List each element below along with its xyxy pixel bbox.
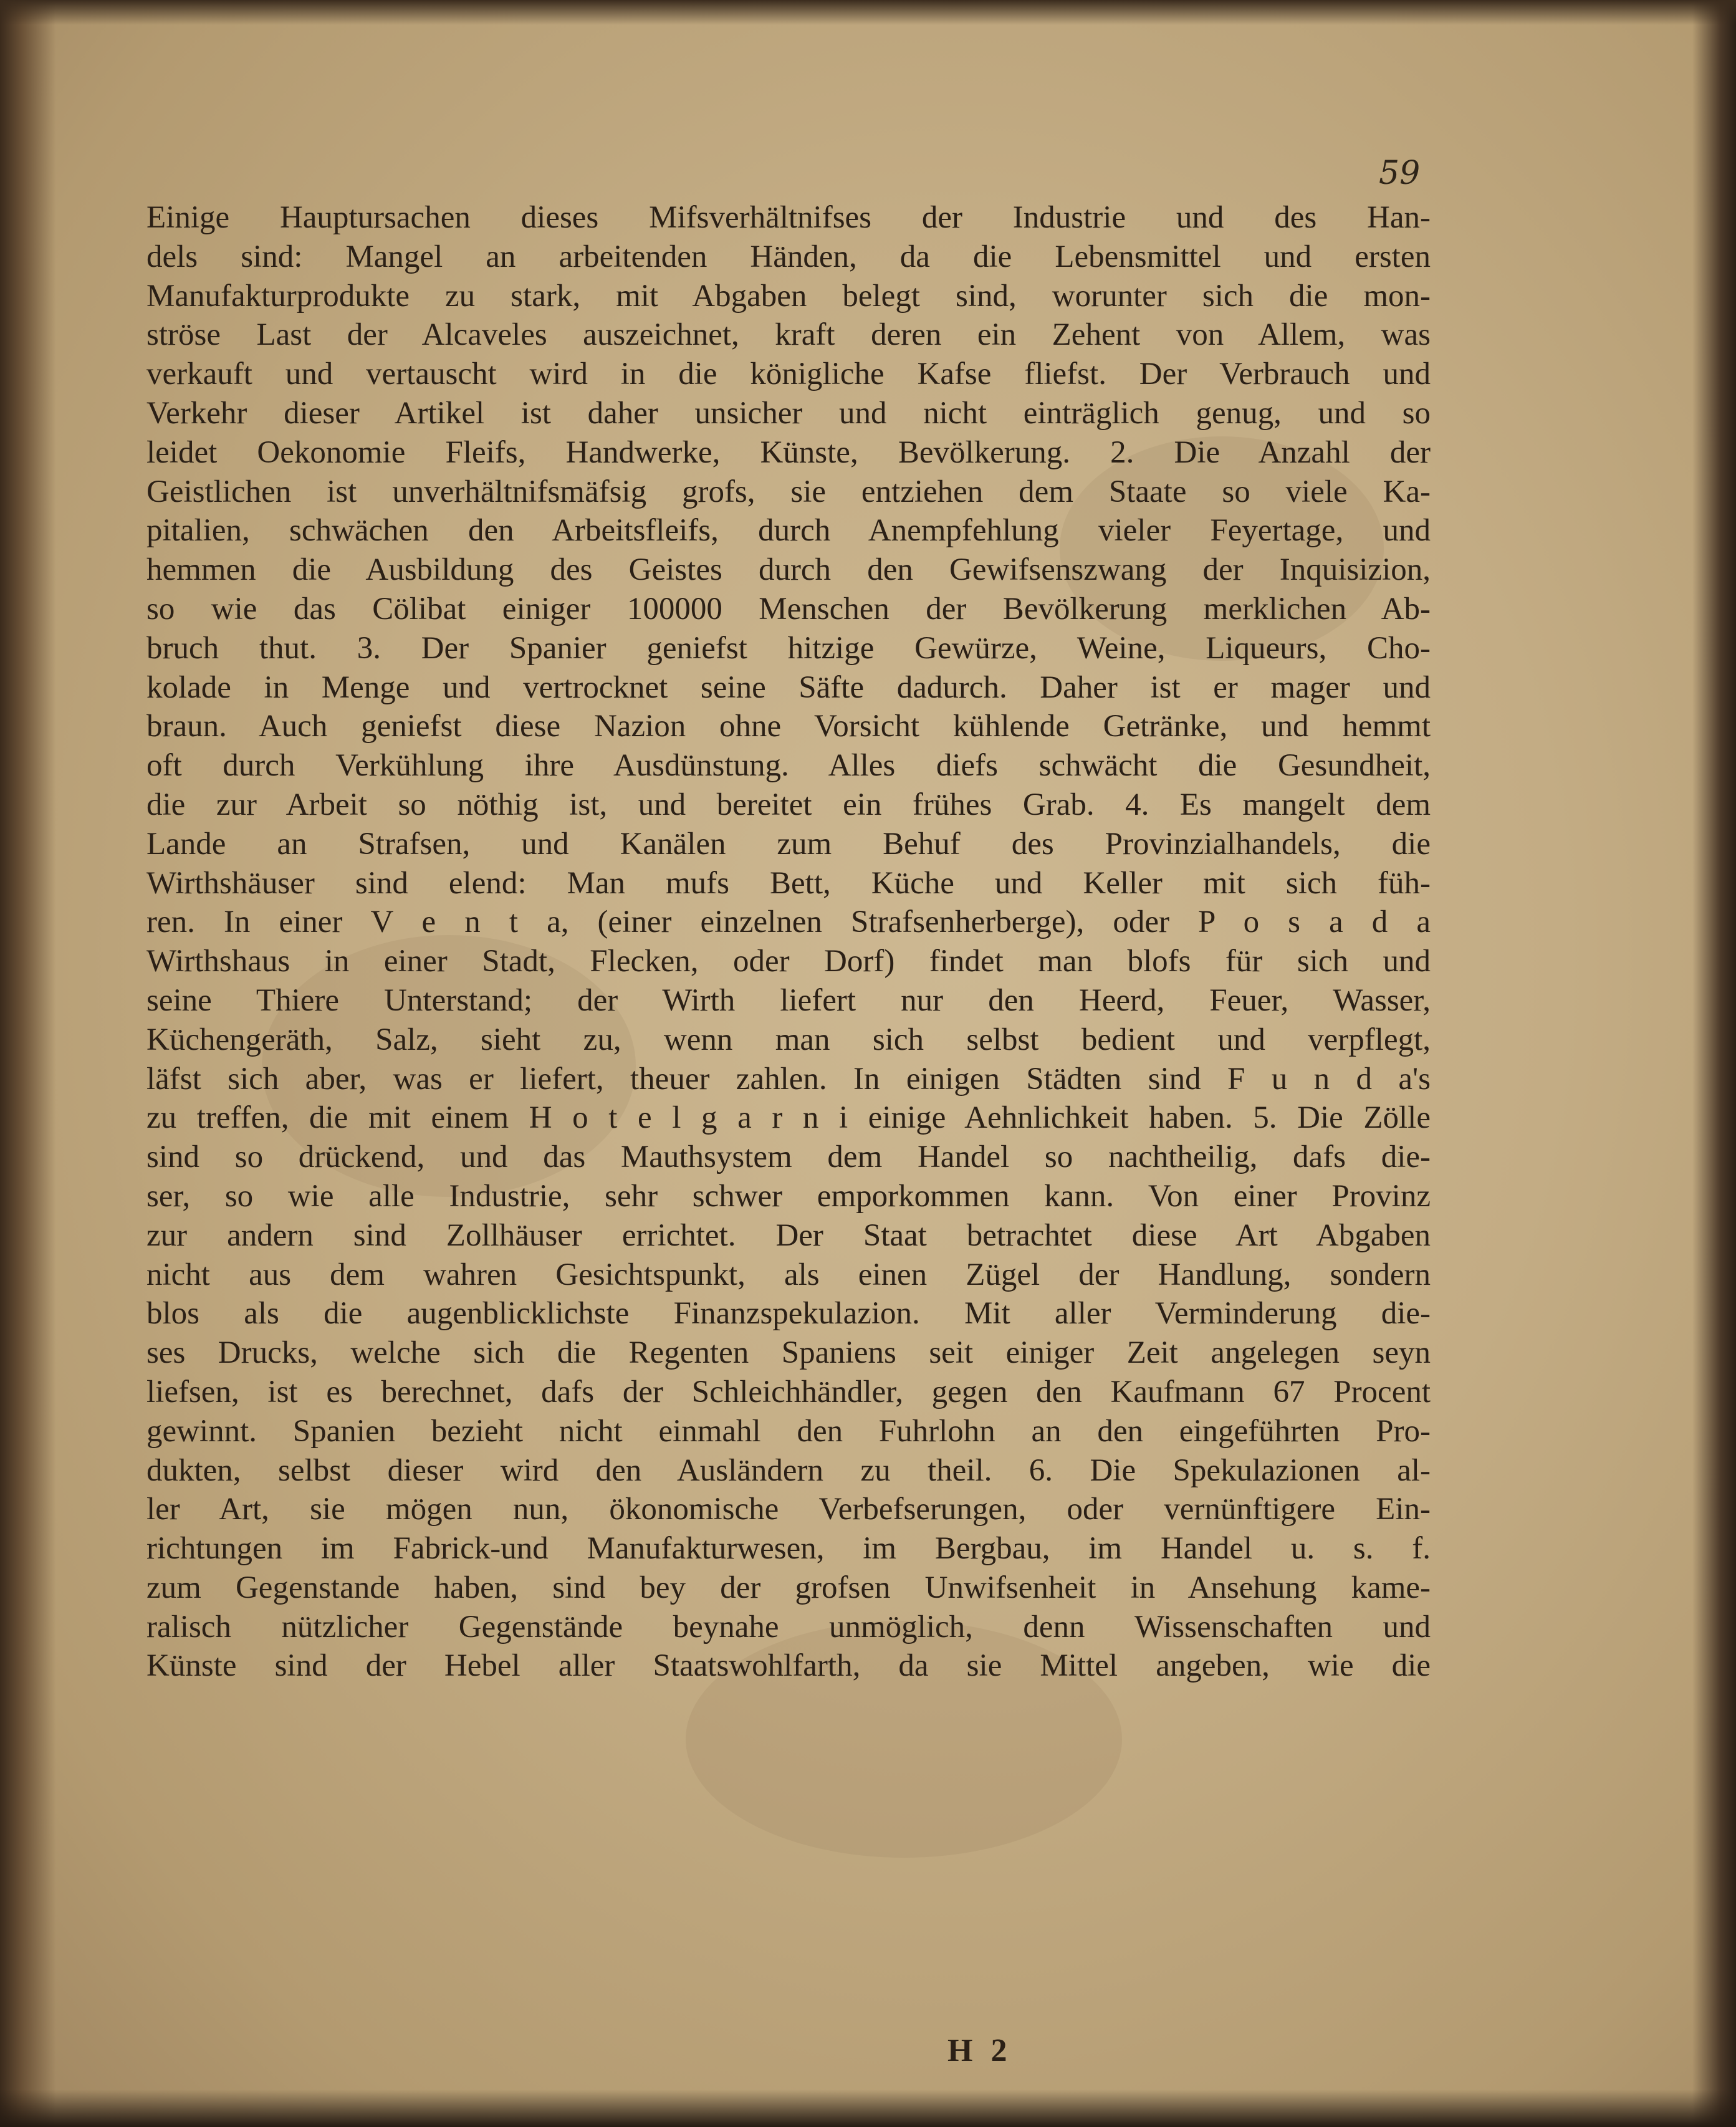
text-line: nicht aus dem wahren Gesichtspunkt, als einen Zügel der Handlung, sondern — [146, 1257, 1431, 1292]
text-line: richtungen im Fabrick-und Manufakturwesen, im Bergbau, im Handel u. s. f. — [146, 1531, 1431, 1567]
text-line: Einige Hauptursachen dieses Mifsverhältnifses der Industrie und des Han- — [146, 200, 1431, 235]
text-line: Künste sind der Hebel aller Staatswohlfarth, da sie Mittel angeben, wie die — [146, 1648, 1431, 1684]
text-line: seine Thiere Unterstand; der Wirth liefert nur den Heerd, Feuer, Wasser, — [146, 982, 1431, 1018]
text-line: sind so drückend, und das Mauthsystem dem Handel so nachtheilig, dafs die- — [146, 1140, 1431, 1175]
text-line: dels sind: Mangel an arbeitenden Händen, da die Lebensmittel und ersten — [146, 239, 1431, 274]
text-line: dukten, selbst dieser wird den Ausländern zu theil. 6. Die Spekulazionen al- — [146, 1452, 1431, 1488]
page-edge-right — [1692, 0, 1736, 2127]
text-line: bruch thut. 3. Der Spanier geniefst hitzige Gewürze, Weine, Liqueurs, Cho- — [146, 630, 1431, 666]
text-line: leidet Oekonomie Fleifs, Handwerke, Künste, Bevölkerung. 2. Die Anzahl der — [146, 435, 1431, 470]
text-line: pitalien, schwächen den Arbeitsfleifs, durch Anempfehlung vieler Feyertage, und — [146, 513, 1431, 549]
text-line: braun. Auch geniefst diese Nazion ohne Vorsicht kühlende Getränke, und hemmt — [146, 709, 1431, 744]
spine-shadow — [0, 0, 56, 2127]
text-line: Küchengeräth, Salz, sieht zu, wenn man sich selbst bedient und verpflegt, — [146, 1022, 1431, 1057]
page-number: 59 — [1379, 155, 1421, 192]
page-edge-bottom — [0, 2090, 1736, 2127]
text-line: ler Art, sie mögen nun, ökonomische Verbefserungen, oder vernünftigere Ein- — [146, 1492, 1431, 1527]
text-line: ser, so wie alle Industrie, sehr schwer emporkommen kann. Von einer Provinz — [146, 1178, 1431, 1214]
text-line: verkauft und vertauscht wird in die königliche Kafse fliefst. Der Verbrauch und — [146, 357, 1431, 392]
text-line: so wie das Cölibat einiger 100000 Menschen der Bevölkerung merklichen Ab- — [146, 591, 1431, 627]
text-line: ralisch nützlicher Gegenstände beynahe unmöglich, denn Wissenschaften und — [146, 1609, 1431, 1644]
text-line: Manufakturprodukte zu stark, mit Abgaben belegt sind, worunter sich die mon- — [146, 278, 1431, 314]
text-line: ren. In einer V e n t a, (einer einzelnen Strafsenherberge), oder P o s a d a — [146, 905, 1431, 940]
text-line: zum Gegenstande haben, sind bey der grofsen Unwifsenheit in Ansehung kame- — [146, 1570, 1431, 1605]
signature-mark: H 2 — [947, 2033, 1012, 2068]
text-line: ses Drucks, welche sich die Regenten Spaniens seit einiger Zeit angelegen seyn — [146, 1335, 1431, 1371]
text-line: Wirthshäuser sind elend: Man mufs Bett, Küche und Keller mit sich füh- — [146, 865, 1431, 901]
text-line: gewinnt. Spanien bezieht nicht einmahl den Fuhrlohn an den eingeführten Pro- — [146, 1413, 1431, 1449]
text-line: liefsen, ist es berechnet, dafs der Schleichhändler, gegen den Kaufmann 67 Procent — [146, 1374, 1431, 1409]
text-line: blos als die augenblicklichste Finanzspekulazion. Mit aller Verminderung die- — [146, 1296, 1431, 1332]
text-line: kolade in Menge und vertrocknet seine Säfte dadurch. Daher ist er mager und — [146, 670, 1431, 705]
text-line: läfst sich aber, was er liefert, theuer zahlen. In einigen Städten sind F u n d a's — [146, 1061, 1431, 1097]
text-line: hemmen die Ausbildung des Geistes durch den Gewifsenszwang der Inquisizion, — [146, 552, 1431, 588]
text-line: zu treffen, die mit einem H o t e l g a r n i einige Aehnlichkeit haben. 5. Die Zölle — [146, 1100, 1431, 1136]
text-line: die zur Arbeit so nöthig ist, und bereitet ein frühes Grab. 4. Es mangelt dem — [146, 787, 1431, 822]
text-line: Lande an Strafsen, und Kanälen zum Behuf des Provinzialhandels, die — [146, 826, 1431, 862]
text-line: Geistlichen ist unverhältnifsmäfsig grofs, sie entziehen dem Staate so viele Ka- — [146, 474, 1431, 509]
text-line: ströse Last der Alcaveles auszeichnet, kraft deren ein Zehent von Allem, was — [146, 317, 1431, 353]
text-line: zur andern sind Zollhäuser errichtet. Der Staat betrachtet diese Art Abgaben — [146, 1217, 1431, 1253]
text-line: oft durch Verkühlung ihre Ausdünstung. Alles diefs schwächt die Gesundheit, — [146, 748, 1431, 784]
page-edge-top — [0, 0, 1736, 25]
text-line: Verkehr dieser Artikel ist daher unsicher und nicht einträglich genug, und so — [146, 395, 1431, 431]
body-text — [146, 198, 1431, 1686]
text-line: Wirthshaus in einer Stadt, Flecken, oder Dorf) findet man blofs für sich und — [146, 944, 1431, 979]
